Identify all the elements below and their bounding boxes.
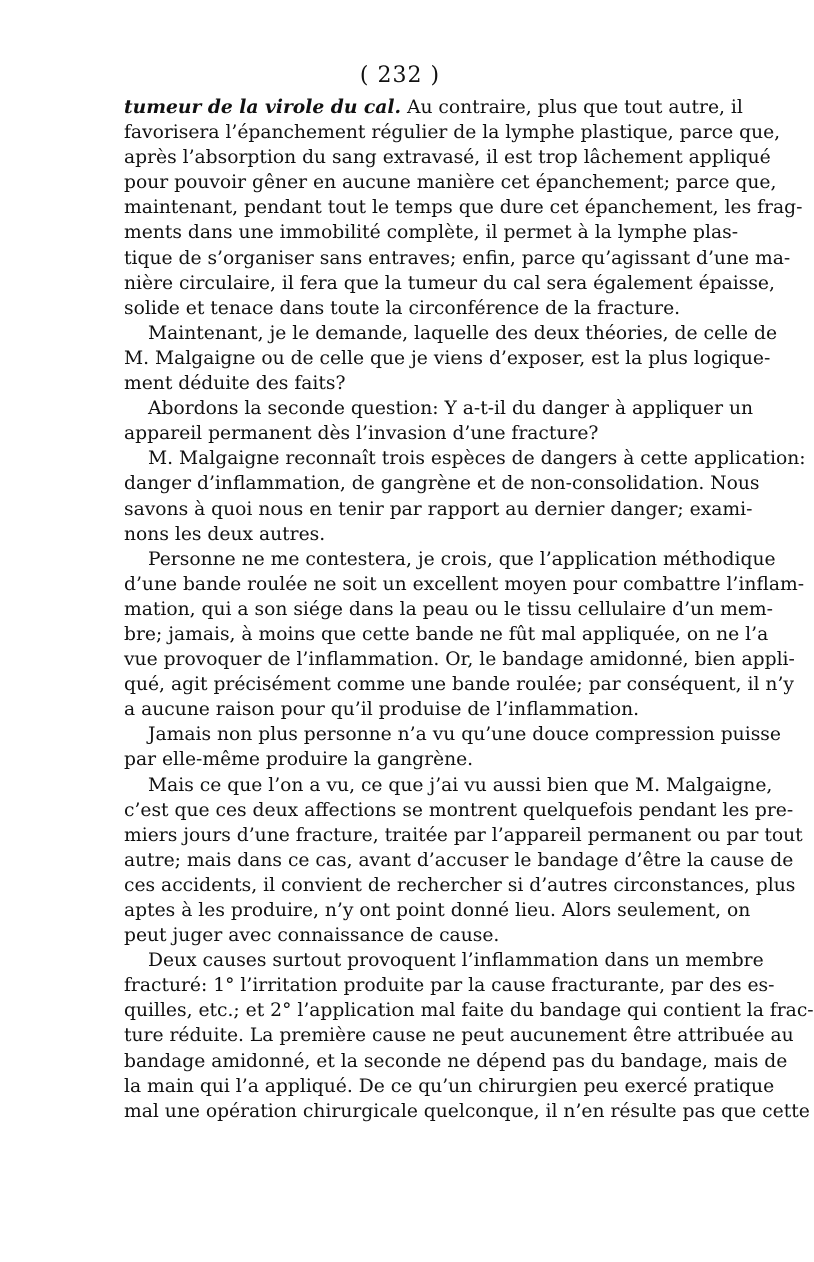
text-line: maintenant, pendant tout le temps que dure cet épanchement, les frag- bbox=[124, 197, 803, 219]
text-line: ture réduite. La première cause ne peut aucunement être attribuée au bbox=[124, 1025, 794, 1047]
text-line: c’est que ces deux affections se montrent quelquefois pendant les pre- bbox=[124, 799, 794, 821]
text-line: après l’absorption du sang extravasé, il est trop lâchement appliqué bbox=[124, 147, 771, 169]
text-line: autre; mais dans ce cas, avant d’accuser le bandage d’être la cause de bbox=[124, 849, 794, 871]
text-line: Abordons la seconde question: Y a-t-il du danger à appliquer un bbox=[148, 398, 754, 420]
text-line: fracturé: 1° l’irritation produite par la cause fracturante, par des es- bbox=[124, 975, 775, 997]
text-line: tique de s’organiser sans entraves; enfin, parce qu’agissant d’une ma- bbox=[124, 247, 791, 269]
text-line: solide et tenace dans toute la circonférence de la fracture. bbox=[124, 297, 681, 319]
paragraph bbox=[124, 396, 754, 446]
text-line: appareil permanent dès l’invasion d’une fracture? bbox=[124, 423, 599, 445]
paragraph bbox=[124, 722, 781, 772]
text-line: Jamais non plus personne n’a vu qu’une douce compression puisse bbox=[148, 724, 781, 746]
text-line: danger d’inflammation, de gangrène et de non-consolidation. Nous bbox=[124, 473, 760, 495]
text-line: mal une opération chirurgicale quelconque, il n’en résulte pas que cette bbox=[124, 1100, 810, 1122]
text-line: pour pouvoir gêner en aucune manière cet épanchement; parce que, bbox=[124, 172, 777, 194]
text-line: aptes à les produire, n’y ont point donné lieu. Alors seulement, on bbox=[124, 900, 751, 921]
page-number: ( 232 ) bbox=[359, 63, 441, 88]
text-line: la main qui l’a appliqué. De ce qu’un chirurgien peu exercé pratique bbox=[124, 1075, 775, 1097]
paragraph bbox=[124, 321, 778, 396]
text-line: M. Malgaigne reconnaît trois espèces de dangers à cette application: bbox=[148, 448, 806, 470]
text-line: favorisera l’épanchement régulier de la lymphe plastique, parce que, bbox=[124, 122, 781, 144]
italic-phrase: tumeur de la virole du cal. bbox=[124, 96, 402, 118]
paragraph bbox=[124, 773, 803, 949]
text-line: Deux causes surtout provoquent l’inflammation dans un membre bbox=[148, 950, 764, 972]
text-line: bre; jamais, à moins que cette bande ne fût mal appliquée, on ne l’a bbox=[124, 623, 769, 645]
text-line: par elle-même produire la gangrène. bbox=[124, 749, 474, 771]
text-line: ments dans une immobilité complète, il permet à la lymphe plas- bbox=[124, 222, 739, 244]
text-line: mation, qui a son siége dans la peau ou le tissu cellulaire d’un mem- bbox=[124, 598, 773, 620]
text-line: savons à quoi nous en tenir par rapport au dernier danger; exami- bbox=[124, 498, 753, 520]
text-line: a aucune raison pour qu’il produise de l’inflammation. bbox=[124, 699, 640, 721]
paragraph bbox=[124, 446, 806, 546]
text-line: nière circulaire, il fera que la tumeur du cal sera également épaisse, bbox=[124, 272, 775, 294]
text-line: qué, agit précisément comme une bande roulée; par conséquent, il n’y bbox=[124, 674, 794, 696]
text-line: nons les deux autres. bbox=[124, 523, 326, 545]
paragraph bbox=[124, 948, 814, 1124]
paragraph bbox=[124, 95, 803, 321]
text-line: Personne ne me contestera, je crois, que l’application méthodique bbox=[148, 548, 776, 570]
text-line: quilles, etc.; et 2° l’application mal faite du bandage qui contient la frac- bbox=[124, 1000, 814, 1022]
text-line: ces accidents, il convient de rechercher si d’autres circonstances, plus bbox=[124, 874, 796, 896]
body-text bbox=[124, 95, 814, 1124]
text-line: M. Malgaigne ou de celle que je viens d’exposer, est la plus logique- bbox=[124, 347, 771, 369]
text-line: d’une bande roulée ne soit un excellent moyen pour combattre l’inflam- bbox=[124, 573, 805, 595]
text-line: vue provoquer de l’inflammation. Or, le bandage amidonné, bien appli- bbox=[124, 649, 795, 671]
text-line: ment déduite des faits? bbox=[124, 373, 346, 395]
text-line: Mais ce que l’on a vu, ce que j’ai vu aussi bien que M. Malgaigne, bbox=[148, 774, 773, 796]
text-line: Maintenant, je le demande, laquelle des deux théories, de celle de bbox=[148, 322, 778, 344]
text-line: bandage amidonné, et la seconde ne dépend pas du bandage, mais de bbox=[124, 1050, 788, 1072]
text-line: tumeur de la virole du cal. Au contraire, plus que tout autre, il bbox=[124, 96, 743, 118]
paragraph bbox=[124, 547, 805, 723]
text-line: miers jours d’une fracture, traitée par l’appareil permanent ou par tout bbox=[124, 824, 803, 846]
text-line: peut juger avec connaissance de cause. bbox=[124, 925, 500, 947]
